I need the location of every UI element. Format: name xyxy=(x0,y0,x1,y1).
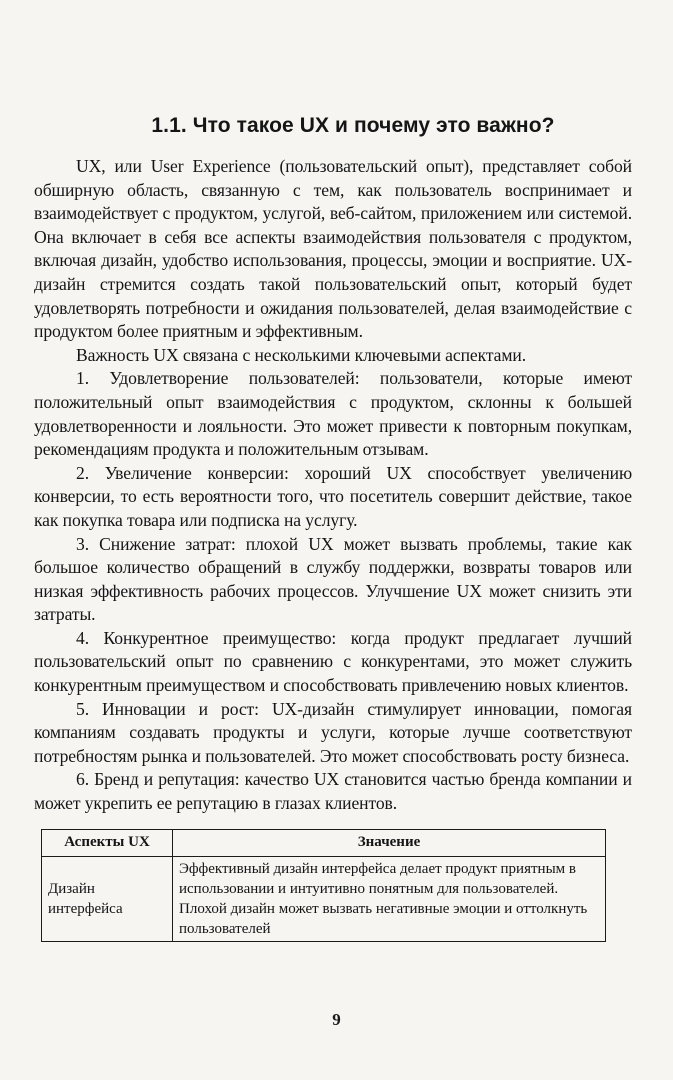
paragraph-point-5: 5. Инновации и рост: UX-дизайн стимулирует инновации, помогая компаниям создавать продукты и услуги, которые лучше соответствуют потребностям рынка и пользователей. Это может способствовать росту бизнеса. xyxy=(34,698,632,766)
paragraph-importance: Важность UX связана с несколькими ключевыми аспектами. xyxy=(76,344,527,365)
paragraph-point-4: 4. Конкурентное преимущество: когда продукт предлагает лучший пользовательский опыт по сравнению с конкурентами, это может служить конкурентным преимуществом и способствовать привлечению новых клиентов. xyxy=(34,627,632,696)
ux-aspects-table xyxy=(41,829,606,942)
section-heading: 1.1. Что такое UX и почему это важно? xyxy=(151,114,555,137)
paragraph-point-2: 2. Увеличение конверсии: хороший UX способствует увеличению конверсии, то есть вероятности того, что посетитель совершит действие, такое как покупка товара или подписка на услугу. xyxy=(34,462,632,530)
paragraph-point-3: 3. Снижение затрат: плохой UX может вызвать проблемы, такие как большое количество обращений в службу поддержки, возвраты товаров или низкая эффективность рабочих процессов. Улучшение UX может снизить эти затраты. xyxy=(34,533,632,625)
table-header-meaning: Значение xyxy=(173,829,606,856)
table-header-aspects: Аспекты UX xyxy=(42,829,173,856)
table-row xyxy=(42,856,606,941)
table-cell-aspect: Дизайн интерфейса xyxy=(42,856,173,941)
paragraph-intro: UX, или User Experience (пользовательский опыт), представляет собой обширную область, связанную с тем, как пользователь воспринимает и взаимодействует с продуктом, услугой, веб-сайтом, приложением или системой. Она включает в себя все аспекты взаимодействия пользователя с продуктом, включая дизайн, удобство использования, процессы, эмоции и восприятие. UX-дизайн стремится создать такой пользовательский опыт, который будет удовлетворять потребности и ожидания пользователей, делая взаимодействие с продуктом более приятным и эффективным. xyxy=(34,156,632,342)
table-cell-meaning: Эффективный дизайн интерфейса делает продукт приятным в использовании и интуитивно понятным для пользователей. Плохой дизайн может вызвать негативные эмоции и оттолкнуть пользователей xyxy=(173,856,606,941)
page-number: 9 xyxy=(332,1010,341,1029)
table-header-row xyxy=(42,829,606,856)
page-content xyxy=(34,96,632,942)
paragraph-point-1: 1. Удовлетворение пользователей: пользователи, которые имеют положительный опыт взаимодействия с продуктом, склонны к большей удовлетворенности и лояльности. Это может привести к повторным покупкам, рекомендациям продукта и положительным отзывам. xyxy=(34,368,632,460)
paragraph-point-6: 6. Бренд и репутация: качество UX становится частью бренда компании и может укрепить ее репутацию в глазах клиентов. xyxy=(34,769,632,814)
